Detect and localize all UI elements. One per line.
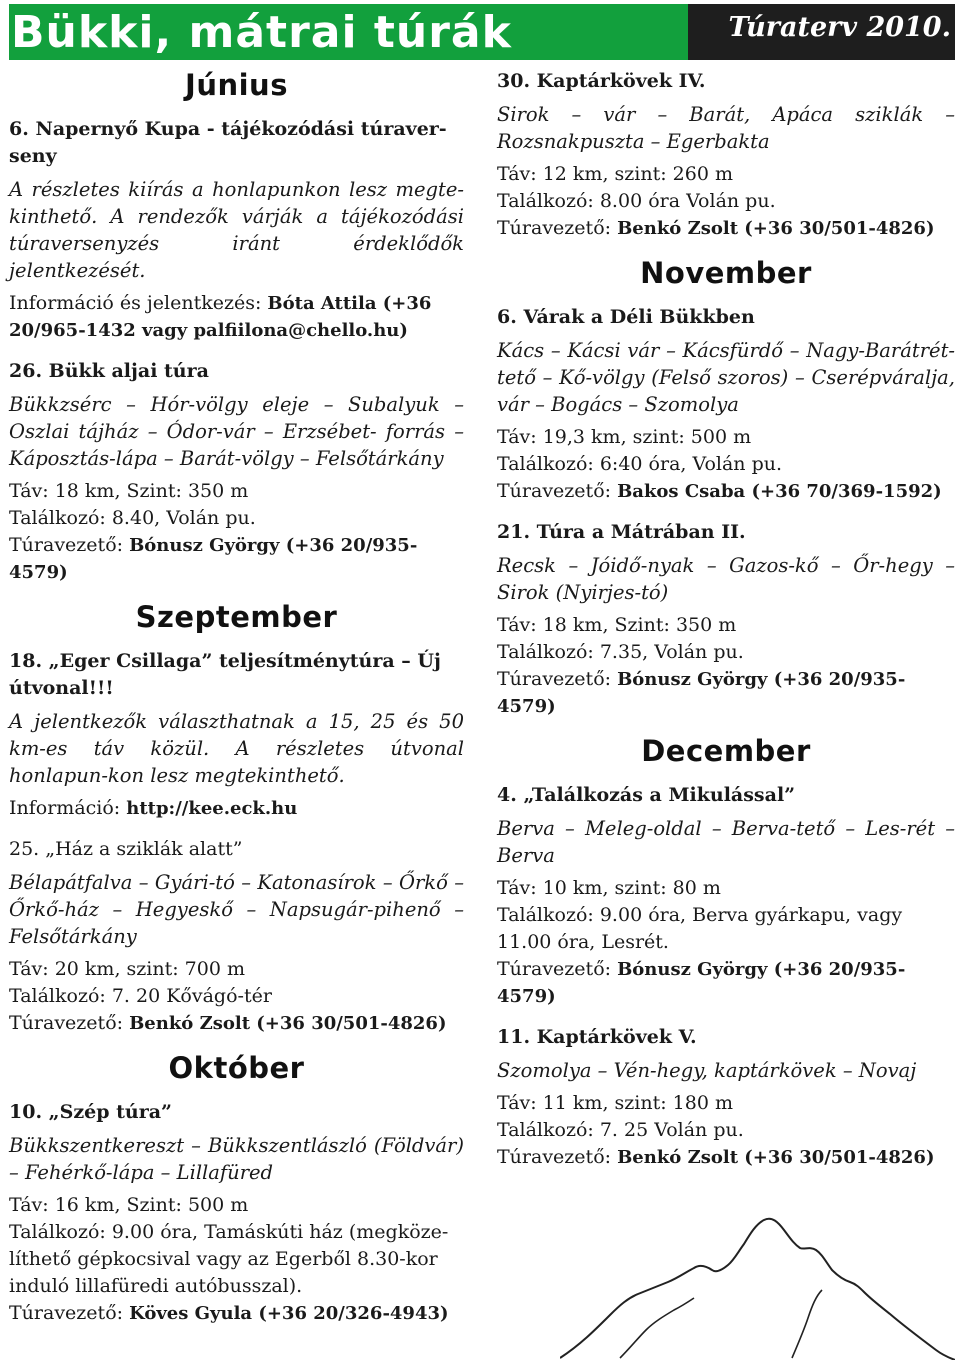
event-meeting: Találkozó: 7. 25 Volán pu.: [497, 1119, 744, 1141]
event-title: 11. Kaptárkövek V.: [497, 1026, 697, 1048]
event-leader: [497, 666, 955, 720]
event-distance: Táv: 16 km, Szint: 500 m: [9, 1194, 249, 1216]
event-title: 30. Kaptárkövek IV.: [497, 70, 706, 92]
year-label: Túraterv 2010.: [728, 12, 951, 43]
mountain-sketch-icon: [560, 1210, 955, 1360]
page-title: Bükki, mátrai túrák: [11, 7, 512, 58]
month-heading-december: December: [641, 734, 811, 768]
event-meeting: Találkozó: 8.40, Volán pu.: [9, 507, 256, 529]
event-leader: [497, 215, 955, 242]
event-distance: Táv: 11 km, szint: 180 m: [497, 1092, 733, 1114]
leader-label: Túravezető:: [497, 668, 612, 690]
event-title: 6. Várak a Déli Bükkben: [497, 306, 755, 328]
info-label: Információ:: [9, 797, 121, 819]
event-distance: Táv: 19,3 km, szint: 500 m: [497, 426, 752, 448]
event-leader: [497, 1144, 955, 1171]
event-kaptarkovek-v: [497, 1024, 955, 1171]
month-heading-junius: Június: [185, 68, 288, 102]
event-route: Bükkzsérc – Hór-völgy eleje – Subalyuk – Oszlai tájház – Ódor-vár – Erzsébet- forrás – Káposztás-lápa – Barát-völgy – Felsőtárkány: [9, 393, 464, 470]
leader-value: Benkó Zsolt (+36 30/501-4826): [617, 218, 935, 239]
event-route: Berva – Meleg-oldal – Berva-tető – Les-rét – Berva: [497, 817, 955, 867]
event-meeting: Találkozó: 6:40 óra, Volán pu.: [497, 453, 783, 475]
info-value: Bóta Attila (+36 20/965-1432 vagy palfiilona@chello.hu): [9, 293, 432, 341]
event-title: 4. „Találkozás a Mikulással”: [497, 784, 796, 806]
event-description: A jelentkezők választhatnak a 15, 25 és 50 km-es táv közül. A részletes útvonal honlapun-kon lesz megtekinthető.: [9, 710, 464, 787]
event-description: A részletes kiírás a honlapunkon lesz megte-kinthető. A rendezők várják a tájékozódási túraversenyzés iránt érdeklődők jelentkezését.: [9, 178, 464, 282]
leader-label: Túravezető:: [497, 1146, 612, 1168]
month-heading-oktober: Október: [168, 1051, 305, 1085]
event-route: Bükkszentkereszt – Bükkszentlászló (Földvár) – Fehérkő-lápa – Lillafüred: [9, 1134, 464, 1184]
leader-label: Túravezető:: [497, 480, 612, 502]
leader-value: Benkó Zsolt (+36 30/501-4826): [617, 1147, 935, 1168]
leader-label: Túravezető:: [9, 1012, 124, 1034]
event-leader: [497, 956, 955, 1010]
event-kaptarkovek-iv: [497, 68, 955, 242]
event-route: Szomolya – Vén-hegy, kaptárkövek – Novaj: [497, 1059, 917, 1082]
event-leader: [9, 532, 464, 586]
leader-value: Benkó Zsolt (+36 30/501-4826): [129, 1013, 447, 1034]
event-route: Sirok – vár – Barát, Apáca sziklák – Rozsnakpuszta – Egerbakta: [497, 103, 955, 153]
event-title: 18. „Eger Csillaga” teljesítménytúra – Új útvonal!!!: [9, 650, 441, 699]
event-meeting: Találkozó: 8.00 óra Volán pu.: [497, 190, 776, 212]
event-matraban-ii: [497, 519, 955, 720]
event-distance: Táv: 18 km, Szint: 350 m: [9, 480, 249, 502]
right-column: [497, 68, 955, 1171]
event-mikulas: [497, 782, 955, 1010]
event-distance: Táv: 10 km, szint: 80 m: [497, 877, 721, 899]
info-link[interactable]: http://kee.eck.hu: [126, 798, 298, 819]
event-meeting: Találkozó: 9.00 óra, Tamáskúti ház (megköze-líthető gépkocsival vagy az Egerből 8.30-kor induló lillafüredi autóbusszal).: [9, 1221, 449, 1297]
info-label: Információ és jelentkezés:: [9, 292, 262, 314]
event-distance: Táv: 12 km, szint: 260 m: [497, 163, 733, 185]
event-route: Recsk – Jóidő-nyak – Gazos-kő – Őr-hegy – Sirok (Nyirjes-tó): [497, 554, 955, 604]
event-leader: [497, 478, 955, 505]
leader-value: Bakos Csaba (+36 70/369-1592): [617, 481, 942, 502]
event-bukk-aljai: [9, 358, 464, 586]
month-heading-november: November: [640, 256, 812, 290]
leader-value: Bónusz György (+36 20/935-4579): [497, 959, 906, 1007]
event-varak-deli-bukkben: [497, 304, 955, 505]
page-header: [9, 4, 955, 60]
event-meeting: Találkozó: 7. 20 Kővágó-tér: [9, 985, 272, 1007]
event-title: 10. „Szép túra”: [9, 1101, 172, 1123]
event-title: 25. „Ház a sziklák alatt”: [9, 838, 243, 860]
month-heading-szeptember: Szeptember: [135, 600, 338, 634]
event-info: [9, 290, 464, 344]
event-title: 21. Túra a Mátrában II.: [497, 521, 746, 543]
title-banner: [9, 4, 688, 60]
event-leader: [9, 1010, 464, 1037]
event-eger-csillaga: [9, 648, 464, 822]
event-distance: Táv: 20 km, szint: 700 m: [9, 958, 245, 980]
leader-value: Köves Gyula (+36 20/326-4943): [129, 1303, 449, 1324]
leader-value: Bónusz György (+36 20/935-4579): [497, 669, 906, 717]
event-title: 26. Bükk aljai túra: [9, 360, 209, 382]
left-column: [9, 68, 464, 1327]
leader-label: Túravezető:: [9, 1302, 124, 1324]
event-title: 6. Napernyő Kupa - tájékozódási túraver-seny: [9, 118, 447, 167]
leader-value: Bónusz György (+36 20/935-4579): [9, 535, 418, 583]
year-banner: [688, 4, 955, 60]
event-info: [9, 795, 464, 822]
event-naperny-kupa: [9, 116, 464, 344]
leader-label: Túravezető:: [497, 217, 612, 239]
event-haz-a-sziklak-alatt: [9, 836, 464, 1037]
leader-label: Túravezető:: [497, 958, 612, 980]
event-leader: [9, 1300, 464, 1327]
event-szep-tura: [9, 1099, 464, 1327]
event-meeting: Találkozó: 9.00 óra, Berva gyárkapu, vagy 11.00 óra, Lesrét.: [497, 904, 903, 953]
event-route: Bélapátfalva – Gyári-tó – Katonasírok – Őrkő – Őrkő-ház – Hegyeskő – Napsugár-pihenő – Felsőtárkány: [9, 871, 464, 948]
event-meeting: Találkozó: 7.35, Volán pu.: [497, 641, 744, 663]
event-distance: Táv: 18 km, Szint: 350 m: [497, 614, 737, 636]
leader-label: Túravezető:: [9, 534, 124, 556]
event-route: Kács – Kácsi vár – Kácsfürdő – Nagy-Barátrét-tető – Kő-völgy (Felső szoros) – Cserépváralja, vár – Bogács – Szomolya: [497, 339, 955, 416]
